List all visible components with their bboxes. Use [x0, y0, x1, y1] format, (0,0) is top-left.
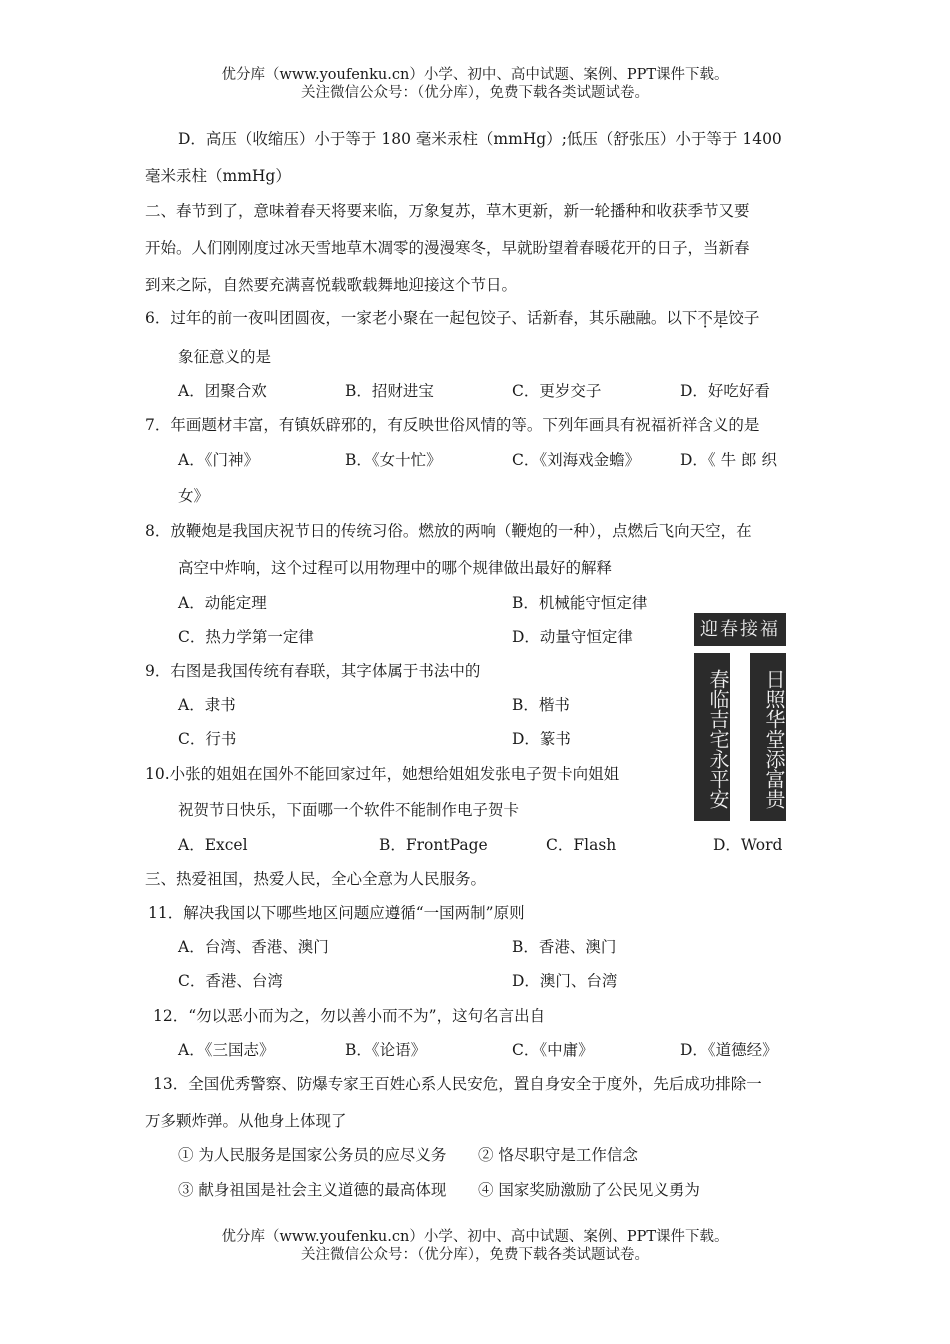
q6-stem-line2: 象征意义的是 [178, 348, 272, 366]
couplet-banner: 迎春接福 [694, 613, 786, 646]
q5-option-d-line2: 毫米汞柱（mmHg） [145, 167, 291, 185]
couplet-right-scroll: 日照华堂添富贵 [750, 653, 786, 821]
q6-stem-line1 [145, 306, 759, 328]
footer-line-1: 优分库（www.youfenku.cn）小学、初中、高中试题、案例、PPT课件下载。 [221, 1229, 729, 1245]
q6-emphasis-shi: 是 [712, 309, 729, 327]
q12-option-b: B．《论语》 [345, 1041, 427, 1059]
q11-option-a: A．台湾、香港、澳门 [178, 938, 329, 956]
q8-option-a: A．动能定理 [178, 594, 267, 612]
q10-option-b: B．FrontPage [379, 836, 488, 854]
q13-item-4: ④ 国家奖励激励了公民见义勇为 [478, 1181, 700, 1199]
header-line-1: 优分库（www.youfenku.cn）小学、初中、高中试题、案例、PPT课件下载。 [221, 67, 729, 83]
q13-item-1: ① 为人民服务是国家公务员的应尽义务 [178, 1146, 447, 1164]
q6-option-a: A．团聚合欢 [178, 382, 267, 400]
q7-option-d: D．《 牛 郎 织 [680, 451, 777, 469]
q6-option-c: C．更岁交子 [512, 382, 602, 400]
q10-option-c: C．Flash [546, 836, 617, 854]
q6-emphasis-bu: 不 [697, 309, 713, 327]
section2-line2: 开始。人们刚刚度过冰天雪地草木凋零的漫漫寒冬，早就盼望着春暖花开的日子，当新春 [145, 239, 750, 257]
q13-item-2: ② 恪尽职守是工作信念 [478, 1146, 638, 1164]
section3-line1: 三、热爱祖国，热爱人民，全心全意为人民服务。 [145, 870, 487, 888]
q9-stem: 9．右图是我国传统有春联，其字体属于书法中的 [145, 662, 481, 680]
header-line-2: 关注微信公众号：（优分库），免费下载各类试题试卷。 [301, 85, 649, 101]
q8-option-c: C．热力学第一定律 [178, 628, 314, 646]
q11-option-c: C．香港、台湾 [178, 972, 283, 990]
q8-stem-line1: 8．放鞭炮是我国庆祝节日的传统习俗。燃放的两响（鞭炮的一种），点燃后飞向天空，在 [145, 522, 752, 540]
q9-option-b: B．楷书 [512, 696, 570, 714]
q8-option-d: D．动量守恒定律 [512, 628, 633, 646]
q7-option-d-cont: 女》 [178, 487, 210, 505]
section2-line3: 到来之际，自然要充满喜悦载歌载舞地迎接这个节日。 [145, 276, 518, 294]
q6-option-d: D．好吃好看 [680, 382, 770, 400]
q10-stem-line2: 祝贺节日快乐，下面哪一个软件不能制作电子贺卡 [178, 801, 520, 819]
q9-option-c: C．行书 [178, 730, 237, 748]
q7-stem: 7．年画题材丰富，有镇妖辟邪的，有反映世俗风情的等。下列年画具有祝福祈祥含义的是 [145, 416, 760, 434]
section2-line1: 二、春节到了，意味着春天将要来临，万象复苏，草木更新，新一轮播种和收获季节又要 [145, 202, 750, 220]
footer-line-2: 关注微信公众号：（优分库），免费下载各类试题试卷。 [301, 1247, 649, 1263]
couplet-left-scroll: 春临吉宅永平安 [694, 653, 730, 821]
q10-option-a: A．Excel [178, 836, 248, 854]
q8-stem-line2: 高空中炸响，这个过程可以用物理中的哪个规律做出最好的解释 [178, 559, 613, 577]
q12-stem: 12．“勿以恶小而为之，勿以善小而不为”，这句名言出自 [153, 1007, 546, 1025]
q8-option-b: B．机械能守恒定律 [512, 594, 648, 612]
q11-option-b: B．香港、澳门 [512, 938, 617, 956]
page-header [0, 66, 950, 102]
q7-option-a: A．《门神》 [178, 451, 259, 469]
q5-option-d-line1: D．高压（收缩压）小于等于 180 毫米汞柱（mmHg）;低压（舒张压）小于等于 1400 [178, 130, 782, 148]
q12-option-a: A．《三国志》 [178, 1041, 275, 1059]
q6-stem-post: 饺子 [728, 309, 760, 327]
q12-option-d: D．《道德经》 [680, 1041, 778, 1059]
q11-option-d: D．澳门、台湾 [512, 972, 618, 990]
q12-option-c: C．《中庸》 [512, 1041, 594, 1059]
spring-couplet-image [694, 613, 786, 821]
q6-stem-pre: 6．过年的前一夜叫团圆夜，一家老小聚在一起包饺子、话新春，其乐融融。以下 [145, 309, 698, 327]
q10-stem-line1: 10.小张的姐姐在国外不能回家过年，她想给姐姐发张电子贺卡向姐姐 [145, 765, 620, 783]
q7-option-b: B．《女十忙》 [345, 451, 442, 469]
q7-option-c: C．《刘海戏金蟾》 [512, 451, 641, 469]
page-footer [0, 1228, 950, 1264]
q13-stem-line1: 13．全国优秀警察、防爆专家王百姓心系人民安危，置自身安全于度外，先后成功排除一 [153, 1075, 762, 1093]
q10-option-d: D．Word [713, 836, 783, 854]
q11-stem: 11．解决我国以下哪些地区问题应遵循“一国两制”原则 [148, 904, 525, 922]
q13-stem-line2: 万多颗炸弹。从他身上体现了 [145, 1112, 347, 1130]
q9-option-a: A．隶书 [178, 696, 236, 714]
q6-option-b: B．招财进宝 [345, 382, 434, 400]
q9-option-d: D．篆书 [512, 730, 571, 748]
q13-item-3: ③ 献身祖国是社会主义道德的最高体现 [178, 1181, 447, 1199]
